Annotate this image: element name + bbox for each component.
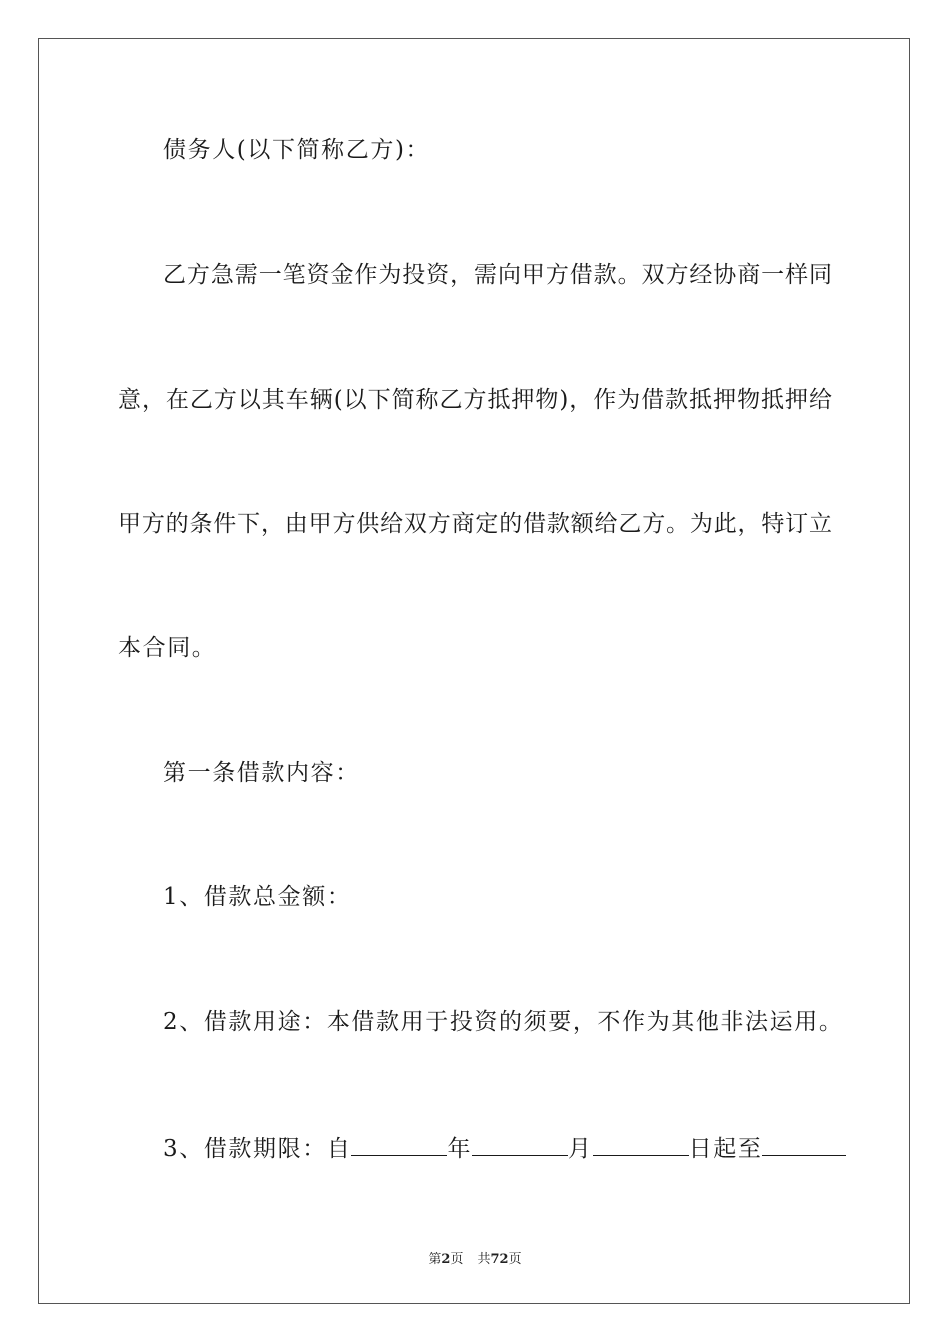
start-month-blank[interactable] [472,1133,568,1156]
total-pages: 72 [490,1252,509,1267]
loan-term [163,1133,846,1163]
article-1-heading: 第一条借款内容： [163,760,360,786]
loan-purpose: 2、借款用途：本借款用于投资的须要，不作为其他非法运用。 [163,1009,844,1035]
loan-total-amount: 1、借款总金额： [163,884,352,910]
page-footer [0,1248,950,1267]
total-suffix: 页 [508,1252,522,1267]
end-date-blank[interactable] [762,1133,846,1156]
year-label: 年 [447,1136,473,1162]
paragraph-line-4: 本合同。 [118,635,217,661]
loan-term-prefix: 3、借款期限：自 [163,1136,352,1162]
paragraph-line-3: 甲方的条件下，由甲方供给双方商定的借款额给乙方。为此，特订立 [118,511,832,537]
month-label: 月 [568,1136,593,1162]
page-number: 2 [441,1252,451,1267]
debtor-line: 债务人(以下简称乙方)： [163,137,431,163]
paragraph-line-1: 乙方急需一笔资金作为投资，需向甲方借款。双方经协商一样同 [163,262,832,288]
start-day-blank[interactable] [593,1133,689,1156]
page-suffix: 页 [450,1252,464,1267]
page-prefix: 第 [428,1252,442,1267]
total-prefix: 共 [477,1252,491,1267]
page-border [38,38,910,1304]
day-to-label: 日起至 [688,1136,763,1162]
start-year-blank[interactable] [351,1133,447,1156]
paragraph-line-2: 意，在乙方以其车辆(以下简称乙方抵押物)，作为借款抵押物抵押给 [118,387,832,413]
